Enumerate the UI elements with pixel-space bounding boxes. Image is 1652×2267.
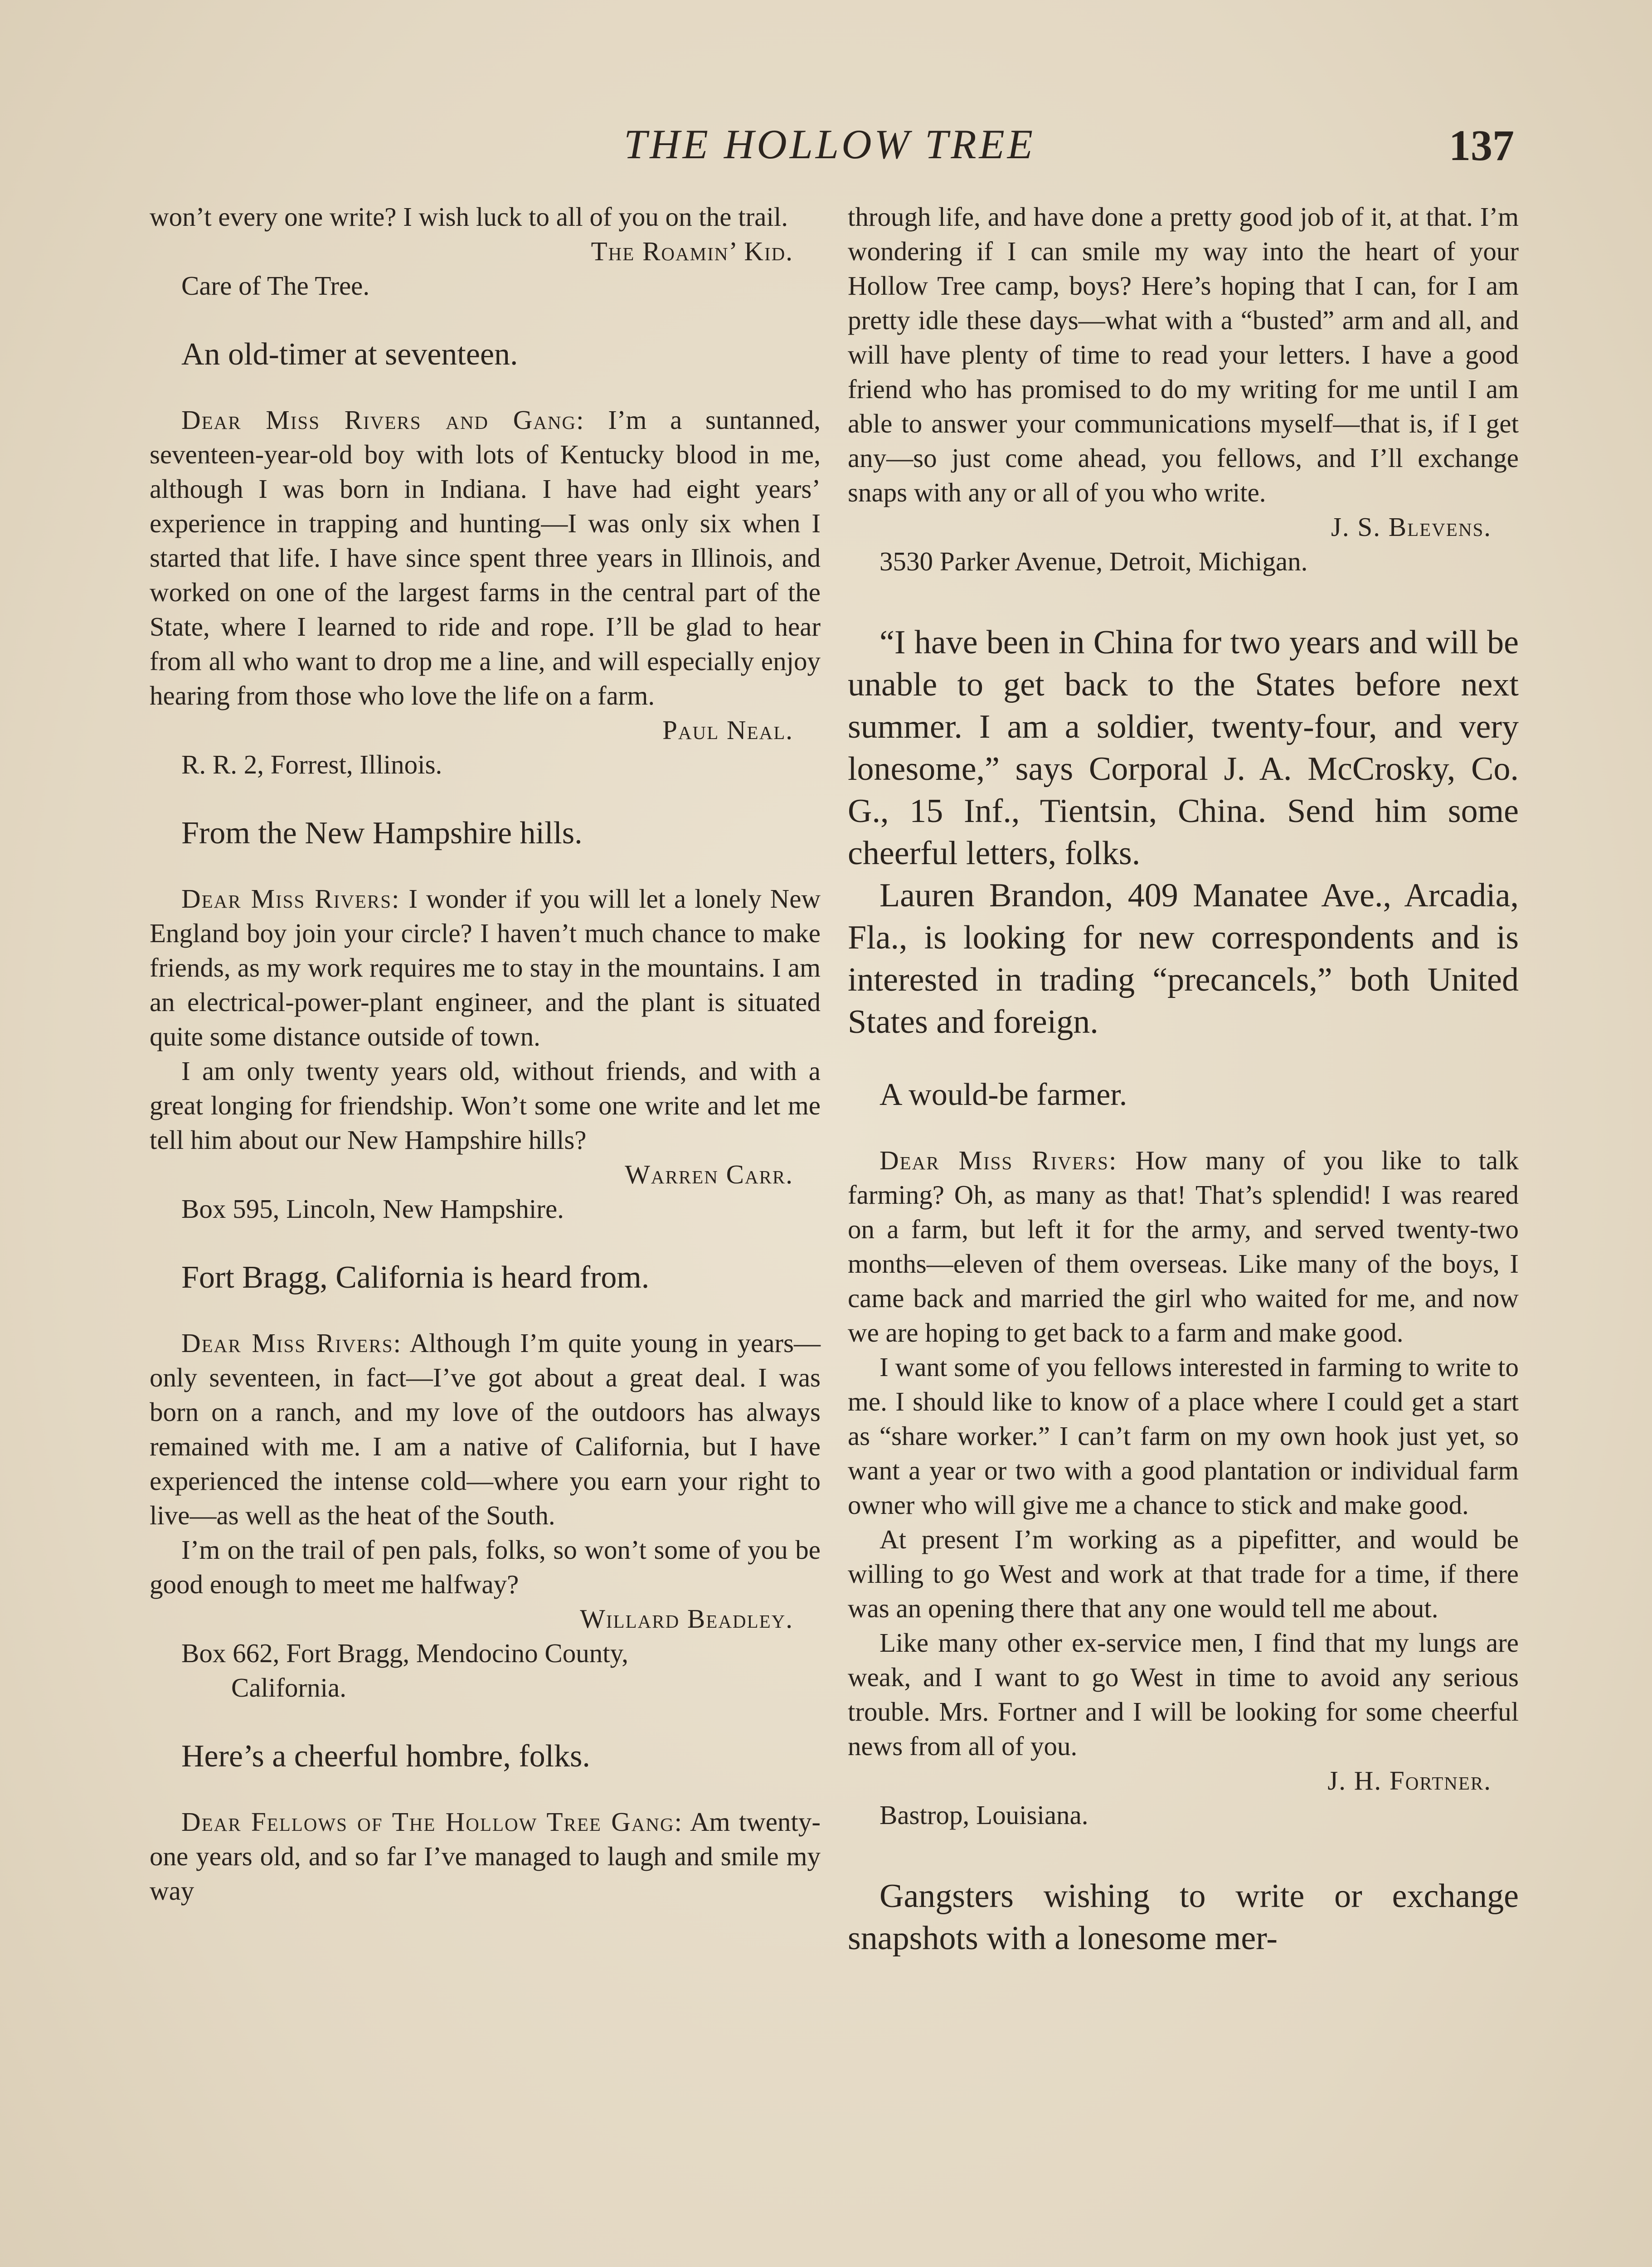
- letter-body: Dear Miss Rivers: I wonder if you will let a lonely New England boy join your circle? I haven’t much chance to make friends, as my work requires me to stay in the mountains. I am an electrical-power-plant engineer, and the plant is situated quite some distance outside of town.: [150, 884, 821, 1051]
- letter-continuation: won’t every one write? I wish luck to all of you on the trail.: [150, 202, 788, 232]
- letter-body: Like many other ex-service men, I find that my lungs are weak, and I want to go West in time to avoid any serious trouble. Mrs. Fortner and I will be looking for some cheerful news from all of you.: [848, 1628, 1519, 1761]
- letter-body: Dear Fellows of The Hollow Tree Gang: Am twenty-one years old, and so far I’ve managed to laugh and smile my way: [150, 1807, 821, 1906]
- notice-paragraph: “I have been in China for two years and will be unable to get back to the States before next summer. I am a soldier, twenty-four, and very lonesome,” says Corporal J. A. McCrosky, Co. G., 15 Inf., Tientsin, China. Send him some cheerful letters, folks.: [848, 624, 1519, 872]
- signature: The Roamin’ Kid.: [591, 236, 793, 266]
- letter-body: I want some of you fellows interested in farming to write to me. I should like to know of a place where I could get a start as “share worker.” I can’t farm on my own hook just yet, so want a year or two with a good plantation or individual farm owner who will give me a chance to stick and make good.: [848, 1352, 1519, 1520]
- signature: J. H. Fortner.: [1327, 1766, 1492, 1795]
- running-title: THE HOLLOW TREE: [624, 121, 1035, 167]
- address: 3530 Parker Avenue, Detroit, Michigan.: [879, 546, 1308, 576]
- letter-body: I am only twenty years old, without friends, and with a great longing for friendship. Won’t some one write and let me tell him about our New Hampshire hills?: [150, 1056, 821, 1155]
- signature: Paul Neal.: [662, 715, 793, 745]
- letter-body: At present I’m working as a pipefitter, and would be willing to go West and work at that trade for a time, if there was an opening there that any one would tell me about.: [848, 1524, 1519, 1623]
- page-number: 137: [1449, 121, 1514, 170]
- notice-paragraph: Lauren Brandon, 409 Manatee Ave., Arcadia, Fla., is looking for new correspondents and is interested in trading “precancels,” both United States and foreign.: [848, 877, 1519, 1041]
- salutation: Dear Miss Rivers:: [181, 1328, 402, 1358]
- address: Bastrop, Louisiana.: [879, 1800, 1088, 1830]
- address: California.: [231, 1673, 346, 1703]
- page-header: [136, 120, 1523, 179]
- letter-heading: An old-timer at seventeen.: [181, 337, 518, 372]
- left-column: [150, 199, 821, 1908]
- letter-heading: Fort Bragg, California is heard from.: [181, 1260, 650, 1295]
- letter-body: Dear Miss Rivers and Gang: I’m a suntanned, seventeen-year-old boy with lots of Kentucky blood in me, although I was born in Indiana. I have had eight years’ experience in trapping and hunting—I was only six when I started that life. I have since spent three years in Illinois, and worked on one of the largest farms in the central part of the State, where I learned to ride and rope. I’ll be glad to hear from all who want to drop me a line, and will especially enjoy hearing from those who love the life on a farm.: [150, 405, 821, 710]
- right-column: [848, 199, 1519, 1960]
- letter-heading: A would-be farmer.: [879, 1077, 1127, 1112]
- letter-body: I’m on the trail of pen pals, folks, so won’t some of you be good enough to meet me halfway?: [150, 1535, 821, 1599]
- notice-paragraph: Gangsters wishing to write or exchange snapshots with a lonesome mer-: [848, 1878, 1519, 1957]
- address: Care of The Tree.: [181, 271, 370, 301]
- signature: Willard Beadley.: [580, 1604, 793, 1634]
- salutation: Dear Miss Rivers:: [879, 1145, 1118, 1175]
- signature: Warren Carr.: [625, 1159, 793, 1189]
- address: R. R. 2, Forrest, Illinois.: [181, 749, 442, 779]
- address: Box 662, Fort Bragg, Mendocino County,: [181, 1638, 629, 1668]
- salutation: Dear Miss Rivers and Gang:: [181, 405, 585, 435]
- letter-body: Dear Miss Rivers: How many of you like to talk farming? Oh, as many as that! That’s splendid! I was reared on a farm, but left it for the army, and served twenty-two months—eleven of them overseas. Like many of the boys, I came back and married the girl who waited for me, and now we are hoping to get back to a farm and make good.: [848, 1145, 1519, 1348]
- letter-body: Dear Miss Rivers: Although I’m quite young in years—only seventeen, in fact—I’ve got about a great deal. I was born on a ranch, and my love of the outdoors has always remained with me. I am a native of California, but I have experienced the intense cold—where you earn your right to live—as well as the heat of the South.: [150, 1328, 821, 1530]
- address: Box 595, Lincoln, New Hampshire.: [181, 1194, 564, 1224]
- salutation: Dear Fellows of The Hollow Tree Gang:: [181, 1807, 683, 1837]
- letter-heading: Here’s a cheerful hombre, folks.: [181, 1739, 590, 1774]
- signature: J. S. Blevens.: [1331, 512, 1492, 542]
- letter-continuation: through life, and have done a pretty good job of it, at that. I’m wondering if I can smile my way into the heart of your Hollow Tree camp, boys? Here’s hoping that I can, for I am pretty idle these days—what with a “busted” arm and all, and will have plenty of time to read your letters. I have a good friend who has promised to do my writing for me until I am able to answer your communications myself—that is, if I get any—so just come ahead, you fellows, and I’ll exchange snaps with any or all of you who write.: [848, 202, 1519, 507]
- letter-heading: From the New Hampshire hills.: [181, 816, 583, 851]
- salutation: Dear Miss Rivers:: [181, 884, 400, 914]
